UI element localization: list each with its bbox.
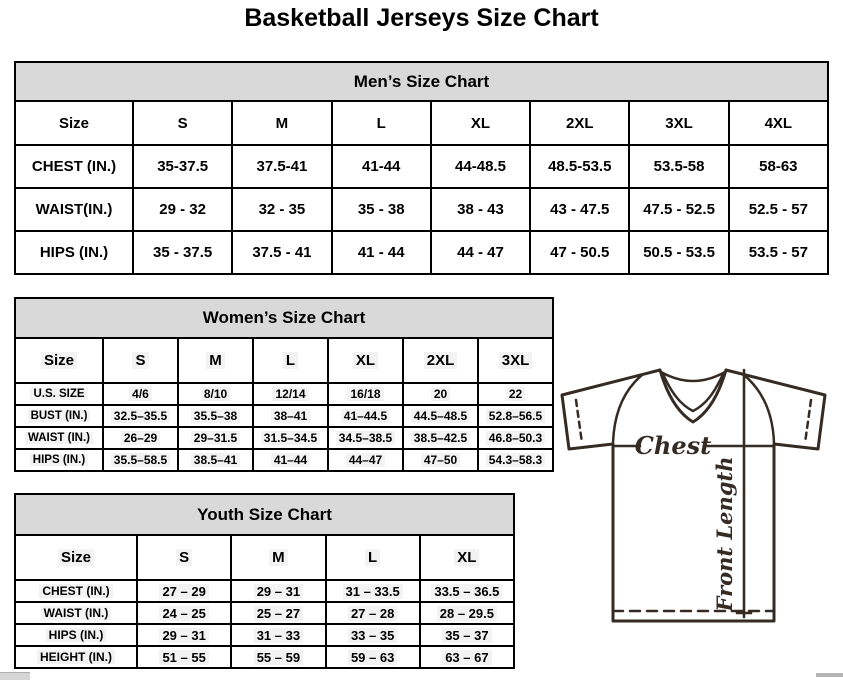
table-row — [15, 449, 553, 471]
column-header-text: 3XL — [499, 352, 533, 369]
size-value-cell-text: 35 – 37 — [442, 628, 491, 643]
size-value-cell — [231, 646, 325, 668]
size-value-cell — [253, 449, 328, 471]
table-row — [15, 188, 828, 231]
column-header-text: S — [177, 114, 188, 132]
size-value-cell — [431, 145, 530, 188]
size-value-cell-text: 41 - 44 — [357, 244, 405, 261]
size-value-cell-text: 24 – 25 — [159, 606, 208, 621]
table-row — [15, 383, 553, 405]
table-row — [15, 145, 828, 188]
youth-size-chart-section — [14, 493, 515, 669]
size-value-cell — [403, 383, 478, 405]
size-value-cell — [133, 188, 232, 231]
row-label — [15, 188, 133, 231]
size-value-cell — [420, 624, 514, 646]
size-value-cell-text: 38 - 43 — [457, 201, 504, 218]
size-value-cell — [530, 145, 629, 188]
size-value-cell — [629, 145, 728, 188]
size-value-cell — [431, 188, 530, 231]
size-value-cell-text: 54.3–58.3 — [486, 453, 545, 467]
size-value-cell — [178, 449, 253, 471]
youth-size-table — [14, 534, 515, 669]
mens-size-table — [14, 100, 829, 275]
size-value-cell — [103, 383, 178, 405]
row-label-text: WAIST (IN.) — [41, 606, 112, 620]
size-value-cell — [326, 646, 420, 668]
size-value-cell-text: 27 – 29 — [159, 584, 208, 599]
column-header — [232, 101, 331, 145]
row-label — [15, 145, 133, 188]
column-header — [326, 535, 420, 580]
column-header — [403, 338, 478, 383]
row-label — [15, 383, 103, 405]
size-value-cell-text: 38.5–41 — [191, 453, 240, 467]
header-row — [15, 535, 514, 580]
size-value-cell-text: 46.8–50.3 — [486, 431, 545, 445]
size-value-cell — [103, 405, 178, 427]
size-value-cell-text: 32.5–35.5 — [111, 409, 170, 423]
column-header — [478, 338, 553, 383]
size-value-cell — [103, 427, 178, 449]
size-value-cell — [326, 602, 420, 624]
size-value-cell — [403, 405, 478, 427]
size-value-cell-text: 37.5 - 41 — [252, 244, 312, 261]
size-value-cell — [231, 602, 325, 624]
row-label-text: WAIST (IN.) — [25, 432, 93, 444]
size-value-cell — [232, 231, 331, 274]
size-value-cell-text: 44.5–48.5 — [411, 409, 470, 423]
row-label-text: HIPS (IN.) — [46, 628, 107, 642]
size-value-cell-text: 48.5-53.5 — [548, 158, 612, 175]
size-value-cell — [729, 145, 828, 188]
size-value-cell-text: 35 - 37.5 — [153, 244, 213, 261]
size-value-cell-text: 29 – 31 — [254, 584, 303, 599]
size-value-cell — [253, 427, 328, 449]
column-header — [332, 101, 431, 145]
size-value-cell — [328, 427, 403, 449]
size-value-cell-text: 51 – 55 — [159, 650, 208, 665]
size-value-cell-text: 27 – 28 — [348, 606, 397, 621]
size-value-cell-text: 58-63 — [759, 158, 798, 175]
size-value-cell-text: 35.5–58.5 — [111, 453, 170, 467]
size-value-cell-text: 41–44.5 — [341, 409, 390, 423]
size-value-cell-text: 8/10 — [201, 387, 230, 401]
womens-chart-title: Women’s Size Chart — [14, 297, 554, 339]
size-value-cell-text: 47–50 — [421, 453, 460, 467]
size-value-cell-text: 33 – 35 — [348, 628, 397, 643]
size-value-cell — [420, 602, 514, 624]
size-value-cell — [326, 624, 420, 646]
scrollbar-fragment-right[interactable] — [816, 673, 843, 677]
size-value-cell — [420, 580, 514, 602]
size-value-cell-text: 12/14 — [272, 387, 308, 401]
column-header — [231, 535, 325, 580]
size-value-cell — [137, 624, 231, 646]
size-value-cell-text: 59 – 63 — [348, 650, 397, 665]
size-value-cell — [403, 449, 478, 471]
size-value-cell — [253, 405, 328, 427]
header-row — [15, 101, 828, 145]
column-header-text: S — [132, 352, 148, 369]
column-header-text: L — [376, 114, 386, 132]
column-header-text: Size — [58, 114, 89, 132]
column-header-text: Size — [41, 352, 77, 369]
column-header — [133, 101, 232, 145]
column-header — [729, 101, 828, 145]
size-value-cell-text: 53.5-58 — [653, 158, 705, 175]
table-row — [15, 624, 514, 646]
mens-chart-title: Men’s Size Chart — [14, 61, 829, 102]
size-value-cell-text: 41-44 — [362, 158, 401, 175]
size-value-cell — [332, 231, 431, 274]
row-label-text: HIPS (IN.) — [30, 454, 88, 466]
size-value-cell-text: 43 - 47.5 — [550, 201, 610, 218]
row-label — [15, 646, 137, 668]
page-title: Basketball Jerseys Size Chart — [244, 4, 599, 32]
womens-size-chart-section — [14, 297, 554, 472]
size-value-cell-text: 41–44 — [271, 453, 310, 467]
row-label — [15, 405, 103, 427]
size-value-cell-text: 4/6 — [129, 387, 152, 401]
size-value-cell — [328, 383, 403, 405]
size-value-cell-text: 20 — [431, 387, 450, 401]
row-label-text: U.S. SIZE — [30, 388, 87, 400]
size-value-cell-text: 22 — [506, 387, 525, 401]
column-header-text: S — [176, 549, 192, 566]
column-header-text: 2XL — [566, 114, 594, 132]
column-header — [431, 101, 530, 145]
row-label-text: BUST (IN.) — [28, 410, 91, 422]
table-row — [15, 646, 514, 668]
column-header — [15, 535, 137, 580]
size-value-cell — [478, 405, 553, 427]
front-length-label: Front Length — [712, 456, 737, 612]
size-value-cell-text: 16/18 — [347, 387, 383, 401]
column-header — [103, 338, 178, 383]
size-value-cell — [403, 427, 478, 449]
size-value-cell — [326, 580, 420, 602]
column-header — [253, 338, 328, 383]
size-value-cell — [137, 646, 231, 668]
size-value-cell-text: 52.5 - 57 — [748, 201, 808, 218]
size-value-cell-text: 44–47 — [346, 453, 385, 467]
column-header-text: M — [275, 114, 289, 132]
jersey-outline-icon — [562, 370, 825, 621]
size-value-cell — [478, 383, 553, 405]
size-value-cell-text: 29 - 32 — [159, 201, 206, 218]
chest-label: Chest — [634, 431, 712, 460]
table-row — [15, 231, 828, 274]
column-header — [15, 338, 103, 383]
size-value-cell — [137, 580, 231, 602]
column-header-text: XL — [454, 549, 479, 566]
size-value-cell-text: 26–29 — [121, 431, 160, 445]
size-value-cell-text: 55 – 59 — [254, 650, 303, 665]
size-value-cell — [530, 188, 629, 231]
size-value-cell-text: 37.5-41 — [256, 158, 308, 175]
size-value-cell — [232, 145, 331, 188]
size-value-cell — [232, 188, 331, 231]
size-value-cell — [178, 427, 253, 449]
size-value-cell — [133, 231, 232, 274]
size-value-cell-text: 33.5 – 36.5 — [431, 584, 502, 599]
column-header — [328, 338, 403, 383]
measurement-lines — [613, 370, 774, 617]
column-header — [15, 101, 133, 145]
size-value-cell-text: 29 – 31 — [159, 628, 208, 643]
size-value-cell-text: 47.5 - 52.5 — [643, 201, 715, 218]
size-value-cell — [332, 188, 431, 231]
column-header-text: XL — [353, 352, 378, 369]
row-label-text: CHEST (IN.) — [39, 584, 112, 598]
row-label-text: HIPS (IN.) — [39, 244, 109, 261]
size-value-cell-text: 35.5–38 — [191, 409, 240, 423]
column-header-text: M — [206, 352, 225, 369]
jersey-measurement-diagram — [560, 364, 828, 630]
size-value-cell-text: 29–31.5 — [191, 431, 240, 445]
size-value-cell-text: 34.5–38.5 — [336, 431, 395, 445]
size-value-cell-text: 47 - 50.5 — [550, 244, 610, 261]
row-label-text: HEIGHT (IN.) — [37, 650, 115, 664]
size-value-cell — [530, 231, 629, 274]
size-value-cell — [133, 145, 232, 188]
row-label — [15, 449, 103, 471]
size-value-cell-text: 50.5 - 53.5 — [643, 244, 715, 261]
size-value-cell-text: 44-48.5 — [455, 158, 506, 175]
row-label — [15, 624, 137, 646]
table-row — [15, 580, 514, 602]
size-value-cell-text: 35 - 38 — [357, 201, 405, 218]
size-value-cell-text: 38–41 — [271, 409, 310, 423]
womens-size-table — [14, 337, 554, 472]
size-value-cell-text: 31 – 33.5 — [343, 584, 403, 599]
size-value-cell — [231, 624, 325, 646]
column-header — [420, 535, 514, 580]
table-row — [15, 602, 514, 624]
header-row — [15, 338, 553, 383]
column-header-text: 3XL — [665, 114, 693, 132]
size-value-cell — [178, 405, 253, 427]
size-value-cell-text: 63 – 67 — [442, 650, 491, 665]
size-value-cell — [420, 646, 514, 668]
column-header — [629, 101, 728, 145]
row-label — [15, 580, 137, 602]
size-value-cell — [328, 405, 403, 427]
size-value-cell-text: 31 – 33 — [254, 628, 303, 643]
row-label — [15, 231, 133, 274]
size-value-cell-text: 31.5–34.5 — [261, 431, 320, 445]
column-header-text: L — [365, 549, 380, 566]
size-value-cell — [137, 602, 231, 624]
size-value-cell — [231, 580, 325, 602]
size-value-cell — [328, 449, 403, 471]
size-value-cell — [629, 188, 728, 231]
row-label — [15, 427, 103, 449]
column-header — [178, 338, 253, 383]
column-header-text: 4XL — [764, 114, 793, 132]
size-value-cell — [478, 427, 553, 449]
size-value-cell — [629, 231, 728, 274]
size-value-cell — [253, 383, 328, 405]
size-value-cell — [729, 231, 828, 274]
size-value-cell-text: 38.5–42.5 — [411, 431, 470, 445]
column-header-text: Size — [58, 549, 94, 566]
youth-chart-title: Youth Size Chart — [14, 493, 515, 536]
row-label — [15, 602, 137, 624]
column-header — [137, 535, 231, 580]
column-header-text: L — [283, 352, 298, 369]
size-value-cell-text: 28 – 29.5 — [437, 606, 497, 621]
size-value-cell — [178, 383, 253, 405]
table-row — [15, 405, 553, 427]
size-value-cell-text: 32 - 35 — [258, 201, 306, 218]
size-value-cell — [332, 145, 431, 188]
size-value-cell — [431, 231, 530, 274]
row-label-text: WAIST(IN.) — [35, 201, 113, 218]
size-value-cell-text: 44 - 47 — [457, 244, 504, 261]
mens-size-chart-section — [14, 61, 829, 275]
size-value-cell — [729, 188, 828, 231]
size-value-cell — [103, 449, 178, 471]
size-value-cell-text: 52.8–56.5 — [486, 409, 545, 423]
size-value-cell — [478, 449, 553, 471]
size-value-cell-text: 53.5 - 57 — [748, 244, 808, 261]
row-label-text: CHEST (IN.) — [31, 158, 117, 175]
table-row — [15, 427, 553, 449]
column-header-text: M — [269, 549, 288, 566]
column-header-text: XL — [470, 114, 491, 132]
size-value-cell-text: 35-37.5 — [157, 158, 209, 175]
size-value-cell-text: 25 – 27 — [254, 606, 303, 621]
column-header — [530, 101, 629, 145]
column-header-text: 2XL — [424, 352, 458, 369]
